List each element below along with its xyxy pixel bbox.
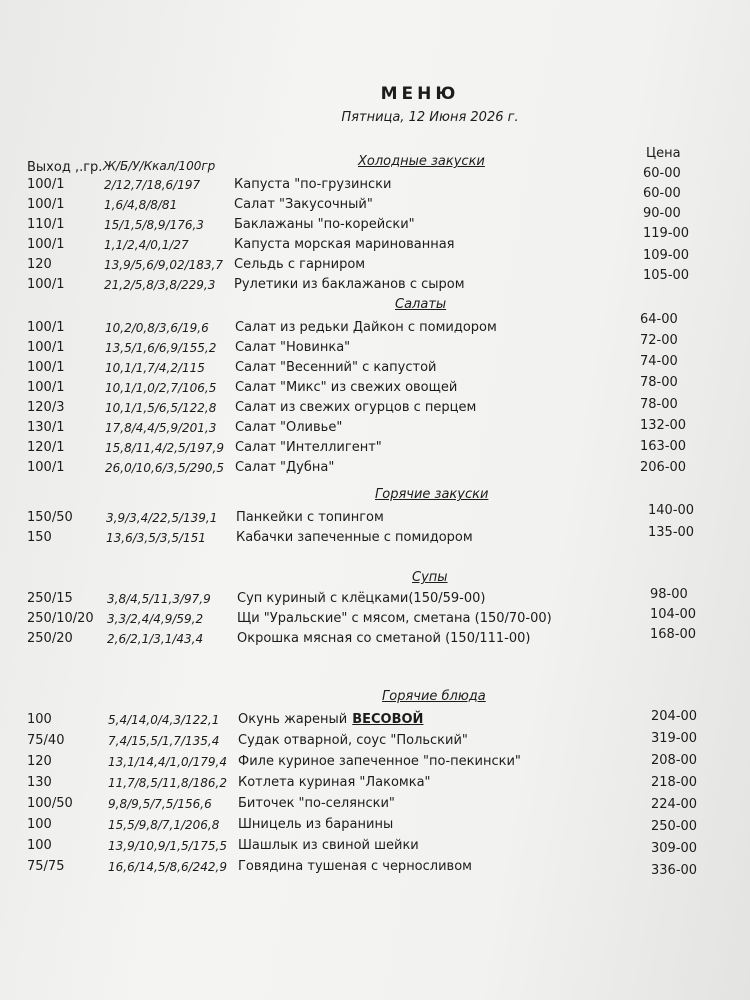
item-name: Капуста "по-грузински: [234, 177, 392, 192]
item-name: Панкейки с топингом: [236, 510, 384, 525]
section-title: Супы: [412, 570, 448, 585]
column-header-yield: Выход ,.гр.: [27, 160, 103, 175]
item-price: 218-00: [651, 775, 698, 790]
item-yield: 100/1: [27, 360, 65, 375]
menu-item-row: [0, 333, 750, 360]
item-name: Шницель из баранины: [238, 817, 394, 832]
item-nutrition: 26,0/10,6/3,5/290,5: [105, 461, 225, 475]
item-yield: 100/50: [27, 796, 73, 811]
item-name: Салат из свежих огурцов с перцем: [235, 400, 477, 415]
item-name: Кабачки запеченные с помидором: [236, 530, 473, 545]
column-header-nutrition: Ж/Б/У/Ккал/100гр: [103, 159, 216, 173]
item-name: Салат "Дубна": [235, 460, 335, 475]
menu-item-row: [0, 420, 750, 440]
menu-title: МЕНЮ: [380, 84, 460, 104]
item-yield: 150: [27, 530, 52, 545]
item-name: Судак отварной, соус "Польский": [238, 733, 468, 748]
item-name: Баклажаны "по-корейски": [234, 217, 415, 232]
item-name: Шашлык из свиной шейки: [238, 838, 419, 853]
menu-item-row: [0, 709, 750, 732]
menu-item-row: [0, 607, 750, 631]
item-price: 60-00: [643, 186, 681, 201]
item-name: Щи "Уральские" с мясом, сметана (150/70-00): [237, 611, 552, 626]
menu-item-row: [0, 503, 750, 530]
item-name: Салат "Закусочный": [234, 197, 373, 212]
item-yield: 100/1: [27, 197, 65, 212]
item-nutrition: 3,9/3,4/22,5/139,1: [106, 511, 218, 525]
item-nutrition: 10,1/1,0/2,7/106,5: [105, 381, 217, 395]
menu-item-row: [0, 186, 750, 217]
menu-item-row: [0, 312, 750, 340]
menu-item-row: [0, 525, 750, 550]
item-name: Салат "Новинка": [235, 340, 351, 355]
item-price: 104-00: [650, 607, 697, 622]
item-name-group: [238, 712, 423, 727]
item-name: Котлета куриная "Лакомка": [238, 775, 431, 790]
column-header-price: Цена: [646, 146, 681, 161]
item-name: Салат "Весенний" с капустой: [235, 360, 437, 375]
item-nutrition: 10,1/1,7/4,2/115: [105, 361, 205, 375]
item-price: 135-00: [648, 525, 695, 540]
item-nutrition: 21,2/5,8/3,8/229,3: [104, 278, 216, 292]
item-nutrition: 10,2/0,8/3,6/19,6: [105, 321, 209, 335]
item-yield: 120: [27, 754, 52, 769]
item-price: 64-00: [640, 312, 678, 327]
item-yield: 100/1: [27, 380, 65, 395]
item-yield: 100/1: [27, 177, 65, 192]
item-price: 98-00: [650, 587, 688, 602]
item-nutrition: 10,1/1,5/6,5/122,8: [105, 401, 217, 415]
item-nutrition: 15/1,5/8,9/176,3: [104, 218, 204, 232]
menu-item-row: [0, 775, 750, 795]
menu-item-row: [0, 248, 750, 277]
item-price: 90-00: [643, 206, 681, 221]
item-yield: 250/15: [27, 591, 73, 606]
item-price: 163-00: [640, 439, 687, 454]
item-nutrition: 1,6/4,8/8/81: [104, 198, 178, 212]
item-yield: 100: [27, 712, 52, 727]
item-price: 336-00: [651, 863, 698, 878]
menu-item-row: [0, 206, 750, 237]
item-yield: 110/1: [27, 217, 65, 232]
item-name: Салат из редьки Дайкон с помидором: [235, 320, 497, 335]
item-nutrition: 11,7/8,5/11,8/186,2: [108, 776, 228, 790]
section-title: Холодные закуски: [358, 154, 485, 169]
item-price: 204-00: [651, 709, 698, 724]
item-price: 72-00: [640, 333, 678, 348]
item-name: Суп куриный с клёцками(150/59-00): [237, 591, 486, 606]
menu-item-row: [0, 627, 750, 651]
item-price: 78-00: [640, 397, 678, 412]
item-nutrition: 13,1/14,4/1,0/179,4: [108, 755, 228, 769]
item-yield: 100: [27, 838, 52, 853]
section-title: Горячие блюда: [382, 689, 486, 704]
item-nutrition: 15,8/11,4/2,5/197,9: [105, 441, 225, 455]
menu-item-row: [0, 354, 750, 380]
item-name: Говядина тушеная с черносливом: [238, 859, 472, 874]
section-title: Горячие закуски: [375, 487, 489, 502]
item-name: Салат "Микс" из свежих овощей: [235, 380, 458, 395]
item-yield: 100/1: [27, 340, 65, 355]
section-title: Салаты: [395, 297, 447, 312]
item-nutrition: 2,6/2,1/3,1/43,4: [107, 632, 204, 646]
item-yield: 75/40: [27, 733, 65, 748]
menu-item-row: [0, 859, 750, 879]
menu-item-row: [0, 268, 750, 297]
item-price: 119-00: [643, 226, 690, 241]
item-nutrition: 5,4/14,0/4,3/122,1: [108, 713, 220, 727]
item-yield: 250/20: [27, 631, 73, 646]
item-yield: 100/1: [27, 277, 65, 292]
item-name: Окунь жареный: [238, 712, 348, 727]
item-price: 250-00: [651, 819, 698, 834]
item-weight-note: ВЕСОВОЙ: [352, 712, 424, 727]
item-yield: 120/1: [27, 440, 65, 455]
item-nutrition: 13,9/10,9/1,5/175,5: [108, 839, 228, 853]
item-nutrition: 9,8/9,5/7,5/156,6: [108, 797, 212, 811]
item-yield: 120/3: [27, 400, 65, 415]
item-nutrition: 3,3/2,4/4,9/59,2: [107, 612, 204, 626]
item-yield: 100: [27, 817, 52, 832]
item-price: 109-00: [643, 248, 690, 263]
item-price: 309-00: [651, 841, 698, 856]
menu-item-row: [0, 397, 750, 420]
item-nutrition: 13,9/5,6/9,02/183,7: [104, 258, 224, 272]
menu-item-row: [0, 587, 750, 611]
item-price: 206-00: [640, 460, 687, 475]
item-yield: 120: [27, 257, 52, 272]
item-nutrition: 17,8/4,4/5,9/201,3: [105, 421, 217, 435]
item-nutrition: 3,8/4,5/11,3/97,9: [107, 592, 211, 606]
menu-item-row: [0, 796, 750, 816]
menu-item-row: [0, 375, 750, 400]
item-name: Салат "Оливье": [235, 420, 343, 435]
item-nutrition: 1,1/2,4/0,1/27: [104, 238, 189, 252]
item-price: 74-00: [640, 354, 678, 369]
item-nutrition: 13,6/3,5/3,5/151: [106, 531, 206, 545]
item-price: 140-00: [648, 503, 695, 518]
item-yield: 130/1: [27, 420, 65, 435]
item-nutrition: 13,5/1,6/6,9/155,2: [105, 341, 217, 355]
item-yield: 100/1: [27, 460, 65, 475]
item-price: 60-00: [643, 166, 681, 181]
item-name: Сельдь с гарниром: [234, 257, 366, 272]
item-price: 78-00: [640, 375, 678, 390]
item-name: Филе куриное запеченное "по-пекински": [238, 754, 521, 769]
item-yield: 130: [27, 775, 52, 790]
item-yield: 75/75: [27, 859, 65, 874]
item-price: 132-00: [640, 418, 687, 433]
item-yield: 100/1: [27, 237, 65, 252]
item-yield: 150/50: [27, 510, 73, 525]
item-yield: 250/10/20: [27, 611, 94, 626]
menu-item-row: [0, 460, 750, 480]
item-name: Салат "Интеллигент": [235, 440, 382, 455]
item-yield: 100/1: [27, 320, 65, 335]
item-name: Рулетики из баклажанов с сыром: [234, 277, 465, 292]
menu-item-row: [0, 817, 750, 837]
item-nutrition: 2/12,7/18,6/197: [104, 178, 201, 192]
item-price: 208-00: [651, 753, 698, 768]
item-nutrition: 7,4/15,5/1,7/135,4: [108, 734, 220, 748]
menu-item-row: [0, 440, 750, 460]
item-name: Окрошка мясная со сметаной (150/111-00): [237, 631, 531, 646]
item-nutrition: 16,6/14,5/8,6/242,9: [108, 860, 228, 874]
menu-item-row: [0, 838, 750, 858]
item-nutrition: 15,5/9,8/7,1/206,8: [108, 818, 220, 832]
item-name: Биточек "по-селянски": [238, 796, 395, 811]
menu-item-row: [0, 733, 750, 753]
item-name: Капуста морская маринованная: [234, 237, 455, 252]
menu-date: Пятница, 12 Июня 2026 г.: [341, 110, 519, 125]
item-price: 168-00: [650, 627, 697, 642]
item-price: 105-00: [643, 268, 690, 283]
item-price: 319-00: [651, 731, 698, 746]
menu-item-row: [0, 754, 750, 774]
menu-item-row: [0, 226, 750, 257]
item-price: 224-00: [651, 797, 698, 812]
